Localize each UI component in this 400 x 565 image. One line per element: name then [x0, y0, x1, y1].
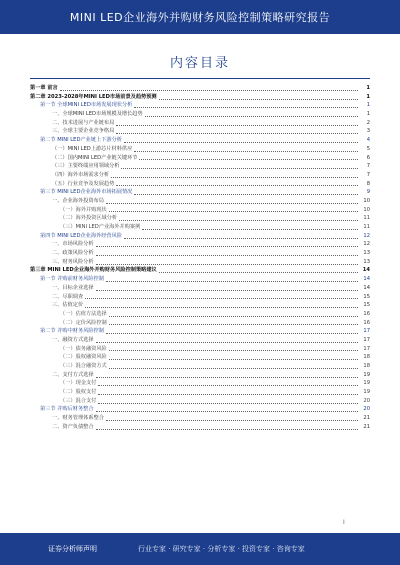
toc-leader-dots: [109, 320, 358, 325]
toc-entry[interactable]: [30, 162, 370, 171]
toc-entry[interactable]: [30, 232, 370, 241]
toc-entry-label: （一）估值方法选择: [60, 310, 107, 317]
toc-entry-page: 19: [363, 380, 370, 387]
toc-entry[interactable]: [30, 371, 370, 380]
toc-entry[interactable]: [30, 223, 370, 232]
toc-leader-dots: [119, 216, 358, 221]
toc-entry[interactable]: [30, 388, 370, 397]
toc-entry-label: （一）海外并购现状: [60, 206, 107, 213]
toc-entry[interactable]: [30, 336, 370, 345]
toc-leader-dots: [109, 355, 358, 360]
toc-entry-label: （三）混合融资方式: [60, 363, 107, 369]
toc-entry-label: 二、尽职调查: [52, 293, 84, 300]
toc-entry-label: 一、市场风险分析: [52, 241, 94, 248]
toc-entry-label: 一、财务管理体系整合: [52, 415, 104, 422]
toc-entry-label: 二、政策风险分析: [52, 250, 94, 257]
toc-entry[interactable]: [30, 197, 370, 206]
toc-entry-page: 3: [366, 128, 370, 135]
toc-leader-dots: [116, 121, 358, 126]
toc-entry[interactable]: [30, 136, 370, 145]
toc-leader-dots: [111, 173, 358, 178]
toc-leader-dots: [134, 103, 358, 108]
toc-leader-dots: [106, 416, 358, 421]
toc-entry-page: 6: [366, 154, 370, 161]
toc-entry-page: 15: [363, 302, 370, 309]
toc-entry[interactable]: [30, 293, 370, 302]
toc-entry-page: 8: [366, 180, 370, 187]
toc-leader-dots: [60, 86, 358, 91]
toc-entry-label: （一）现金支付: [60, 380, 97, 387]
toc-entry[interactable]: [30, 405, 370, 414]
toc-entry[interactable]: [30, 101, 370, 110]
toc-entry[interactable]: [30, 249, 370, 258]
toc-entry[interactable]: [30, 327, 370, 336]
toc-leader-dots: [96, 407, 358, 412]
table-of-contents: [30, 84, 370, 432]
toc-entry-label: （三）MINI LED产业海外并购案例: [60, 224, 141, 230]
page-number: I: [343, 519, 345, 526]
toc-leader-dots: [98, 381, 358, 386]
toc-entry-label: 第一节 并购前财务风险控制: [40, 276, 104, 283]
toc-entry-page: 20: [363, 406, 370, 413]
toc-leader-dots: [109, 312, 358, 317]
toc-leader-dots: [142, 225, 358, 230]
toc-entry-page: 1: [366, 111, 370, 118]
toc-leader-dots: [96, 242, 358, 247]
toc-leader-dots: [96, 338, 358, 343]
toc-entry-label: 第三节 并购后财务整合: [40, 406, 94, 413]
toc-entry-label: 二、技术进展与产业链布局: [52, 119, 115, 126]
toc-entry-page: 12: [363, 232, 370, 239]
toc-entry-label: （一）MINI LED上游芯片材料供应: [52, 145, 133, 152]
toc-entry-page: 1: [366, 102, 370, 109]
toc-entry[interactable]: [30, 154, 370, 163]
toc-entry[interactable]: [30, 84, 370, 93]
toc-leader-dots: [109, 364, 358, 369]
toc-entry[interactable]: [30, 397, 370, 406]
toc-entry[interactable]: [30, 127, 370, 136]
toc-entry-label: 三、估值定价: [52, 302, 84, 309]
toc-entry-label: 第二章 2023-2028年MINI LED市场前景及趋势预测: [30, 93, 157, 100]
toc-leader-dots: [96, 251, 358, 256]
toc-leader-dots: [106, 199, 358, 204]
toc-entry-page: 18: [363, 363, 370, 369]
toc-entry-page: 10: [363, 206, 370, 213]
toc-leader-dots: [96, 425, 358, 430]
toc-entry-label: 三、全球主要企业竞争格局: [52, 128, 115, 135]
toc-leader-dots: [159, 95, 358, 100]
toc-leader-dots: [96, 286, 358, 291]
report-footer: [0, 533, 400, 565]
toc-leader-dots: [134, 190, 358, 195]
toc-entry-page: 19: [363, 389, 370, 396]
toc-entry-label: 一、融资方式选择: [52, 336, 94, 343]
toc-leader-dots: [109, 207, 358, 212]
toc-entry[interactable]: [30, 275, 370, 284]
report-header: [0, 0, 400, 34]
toc-entry-label: （二）定价风险控制: [60, 319, 107, 326]
toc-entry[interactable]: [30, 414, 370, 423]
toc-entry-page: 14: [363, 276, 370, 283]
toc-leader-dots: [85, 294, 358, 299]
toc-entry-label: （三）主要终端应用领域分析: [52, 163, 120, 170]
toc-entry-label: （五）行业竞争及发展趋势: [52, 180, 115, 187]
toc-entry-label: （二）股权融资风险: [60, 354, 107, 361]
toc-entry-label: 一、企业海外投资布局: [52, 197, 104, 204]
toc-entry[interactable]: [30, 214, 370, 223]
toc-leader-dots: [124, 138, 358, 143]
toc-entry[interactable]: [30, 110, 370, 119]
toc-entry-page: 2: [366, 119, 370, 126]
toc-entry-label: 一、全球MINI LED市场规模及增长趋势: [52, 111, 143, 118]
toc-entry-label: 第四节 MINI LED企业海外经营风险: [40, 232, 122, 239]
toc-entry[interactable]: [30, 93, 370, 102]
toc-entry-label: （二）股权支付: [60, 389, 97, 396]
toc-leader-dots: [96, 260, 358, 265]
toc-entry-page: 18: [363, 354, 370, 361]
toc-entry[interactable]: [30, 353, 370, 362]
toc-entry-page: 11: [363, 224, 370, 230]
toc-entry-page: 19: [363, 371, 370, 378]
toc-entry-page: 14: [363, 284, 370, 291]
toc-entry-page: 16: [363, 310, 370, 317]
toc-leader-dots: [121, 164, 358, 169]
toc-entry-page: 15: [363, 293, 370, 300]
toc-entry[interactable]: [30, 119, 370, 128]
toc-entry[interactable]: [30, 206, 370, 215]
toc-leader-dots: [109, 346, 358, 351]
toc-entry-page: 21: [363, 415, 370, 422]
toc-leader-dots: [116, 129, 358, 134]
toc-leader-dots: [106, 277, 358, 282]
toc-leader-dots: [106, 329, 358, 334]
toc-entry-page: 1: [366, 85, 370, 91]
toc-leader-dots: [116, 181, 358, 186]
toc-entry-page: 20: [363, 397, 370, 404]
toc-entry-label: 第二节 并购中财务风险控制: [40, 328, 104, 335]
footer-left-text: 证券分析师声明: [48, 545, 97, 553]
toc-leader-dots: [139, 155, 358, 160]
toc-entry[interactable]: [30, 319, 370, 328]
toc-entry[interactable]: [30, 145, 370, 154]
toc-entry-label: 第一节 全球MINI LED市场发展现状分析: [40, 102, 133, 109]
toc-entry-label: 二、资产负债整合: [52, 423, 94, 430]
footer-right-text: 行业专家 · 研究专家 · 分析专家 · 投资专家 · 咨询专家: [138, 545, 305, 553]
toc-entry-page: 11: [363, 215, 370, 222]
toc-entry-page: 9: [366, 189, 370, 196]
toc-leader-dots: [124, 234, 358, 239]
toc-entry[interactable]: [30, 423, 370, 432]
toc-divider: [30, 78, 370, 79]
toc-entry-label: 第三节 MINI LED企业海外市场拓展情况: [40, 189, 133, 196]
toc-entry-page: 17: [363, 336, 370, 343]
toc-entry-page: 16: [363, 319, 370, 326]
toc-entry-label: 第一章 前言: [30, 85, 58, 91]
toc-entry[interactable]: [30, 188, 370, 197]
toc-entry[interactable]: [30, 379, 370, 388]
toc-entry[interactable]: [30, 266, 370, 275]
toc-entry-label: （四）海外市场需求分析: [52, 171, 110, 178]
toc-leader-dots: [85, 303, 358, 308]
toc-entry-page: 14: [362, 267, 370, 274]
toc-leader-dots: [134, 147, 358, 152]
toc-entry-page: 21: [363, 423, 370, 430]
report-title: MINI LED企业海外并购财务风险控制策略研究报告: [69, 11, 331, 24]
toc-entry[interactable]: [30, 284, 370, 293]
toc-entry[interactable]: [30, 240, 370, 249]
toc-entry-page: 17: [363, 328, 370, 335]
toc-title: 内容目录: [169, 56, 230, 71]
toc-entry[interactable]: [30, 258, 370, 267]
toc-entry[interactable]: [30, 301, 370, 310]
toc-entry-label: 一、目标企业选择: [52, 284, 94, 291]
toc-entry[interactable]: [30, 171, 370, 180]
toc-entry-label: 二、支付方式选择: [52, 371, 94, 378]
toc-entry[interactable]: [30, 362, 370, 371]
toc-entry-page: 13: [363, 258, 370, 265]
toc-entry-page: 13: [363, 250, 370, 257]
toc-entry-page: 4: [366, 137, 370, 144]
toc-entry[interactable]: [30, 345, 370, 354]
toc-leader-dots: [98, 390, 358, 395]
toc-leader-dots: [145, 112, 358, 117]
toc-entry[interactable]: [30, 310, 370, 319]
toc-entry-label: （三）混合支付: [60, 397, 97, 404]
toc-entry-label: （二）海外投资区域分析: [60, 215, 118, 222]
toc-entry-label: 三、财务风险分析: [52, 258, 94, 265]
toc-entry-label: （二）国内MINI LED产业链关键环节: [52, 154, 138, 161]
toc-entry-page: 1: [366, 93, 370, 100]
toc-entry-page: 5: [366, 145, 370, 152]
toc-entry[interactable]: [30, 180, 370, 189]
toc-entry-label: 第三章 MINI LED企业海外并购财务风险控制策略建议: [30, 267, 157, 274]
toc-leader-dots: [159, 268, 358, 273]
toc-leader-dots: [96, 373, 358, 378]
toc-entry-page: 10: [363, 197, 370, 204]
toc-entry-page: 7: [366, 163, 370, 170]
toc-leader-dots: [98, 399, 358, 404]
toc-entry-label: 第二节 MINI LED产业链上下游分析: [40, 137, 122, 144]
toc-entry-page: 7: [366, 171, 370, 178]
toc-entry-page: 12: [363, 241, 370, 248]
toc-entry-label: （一）债务融资风险: [60, 345, 107, 352]
toc-entry-page: 17: [363, 345, 370, 352]
